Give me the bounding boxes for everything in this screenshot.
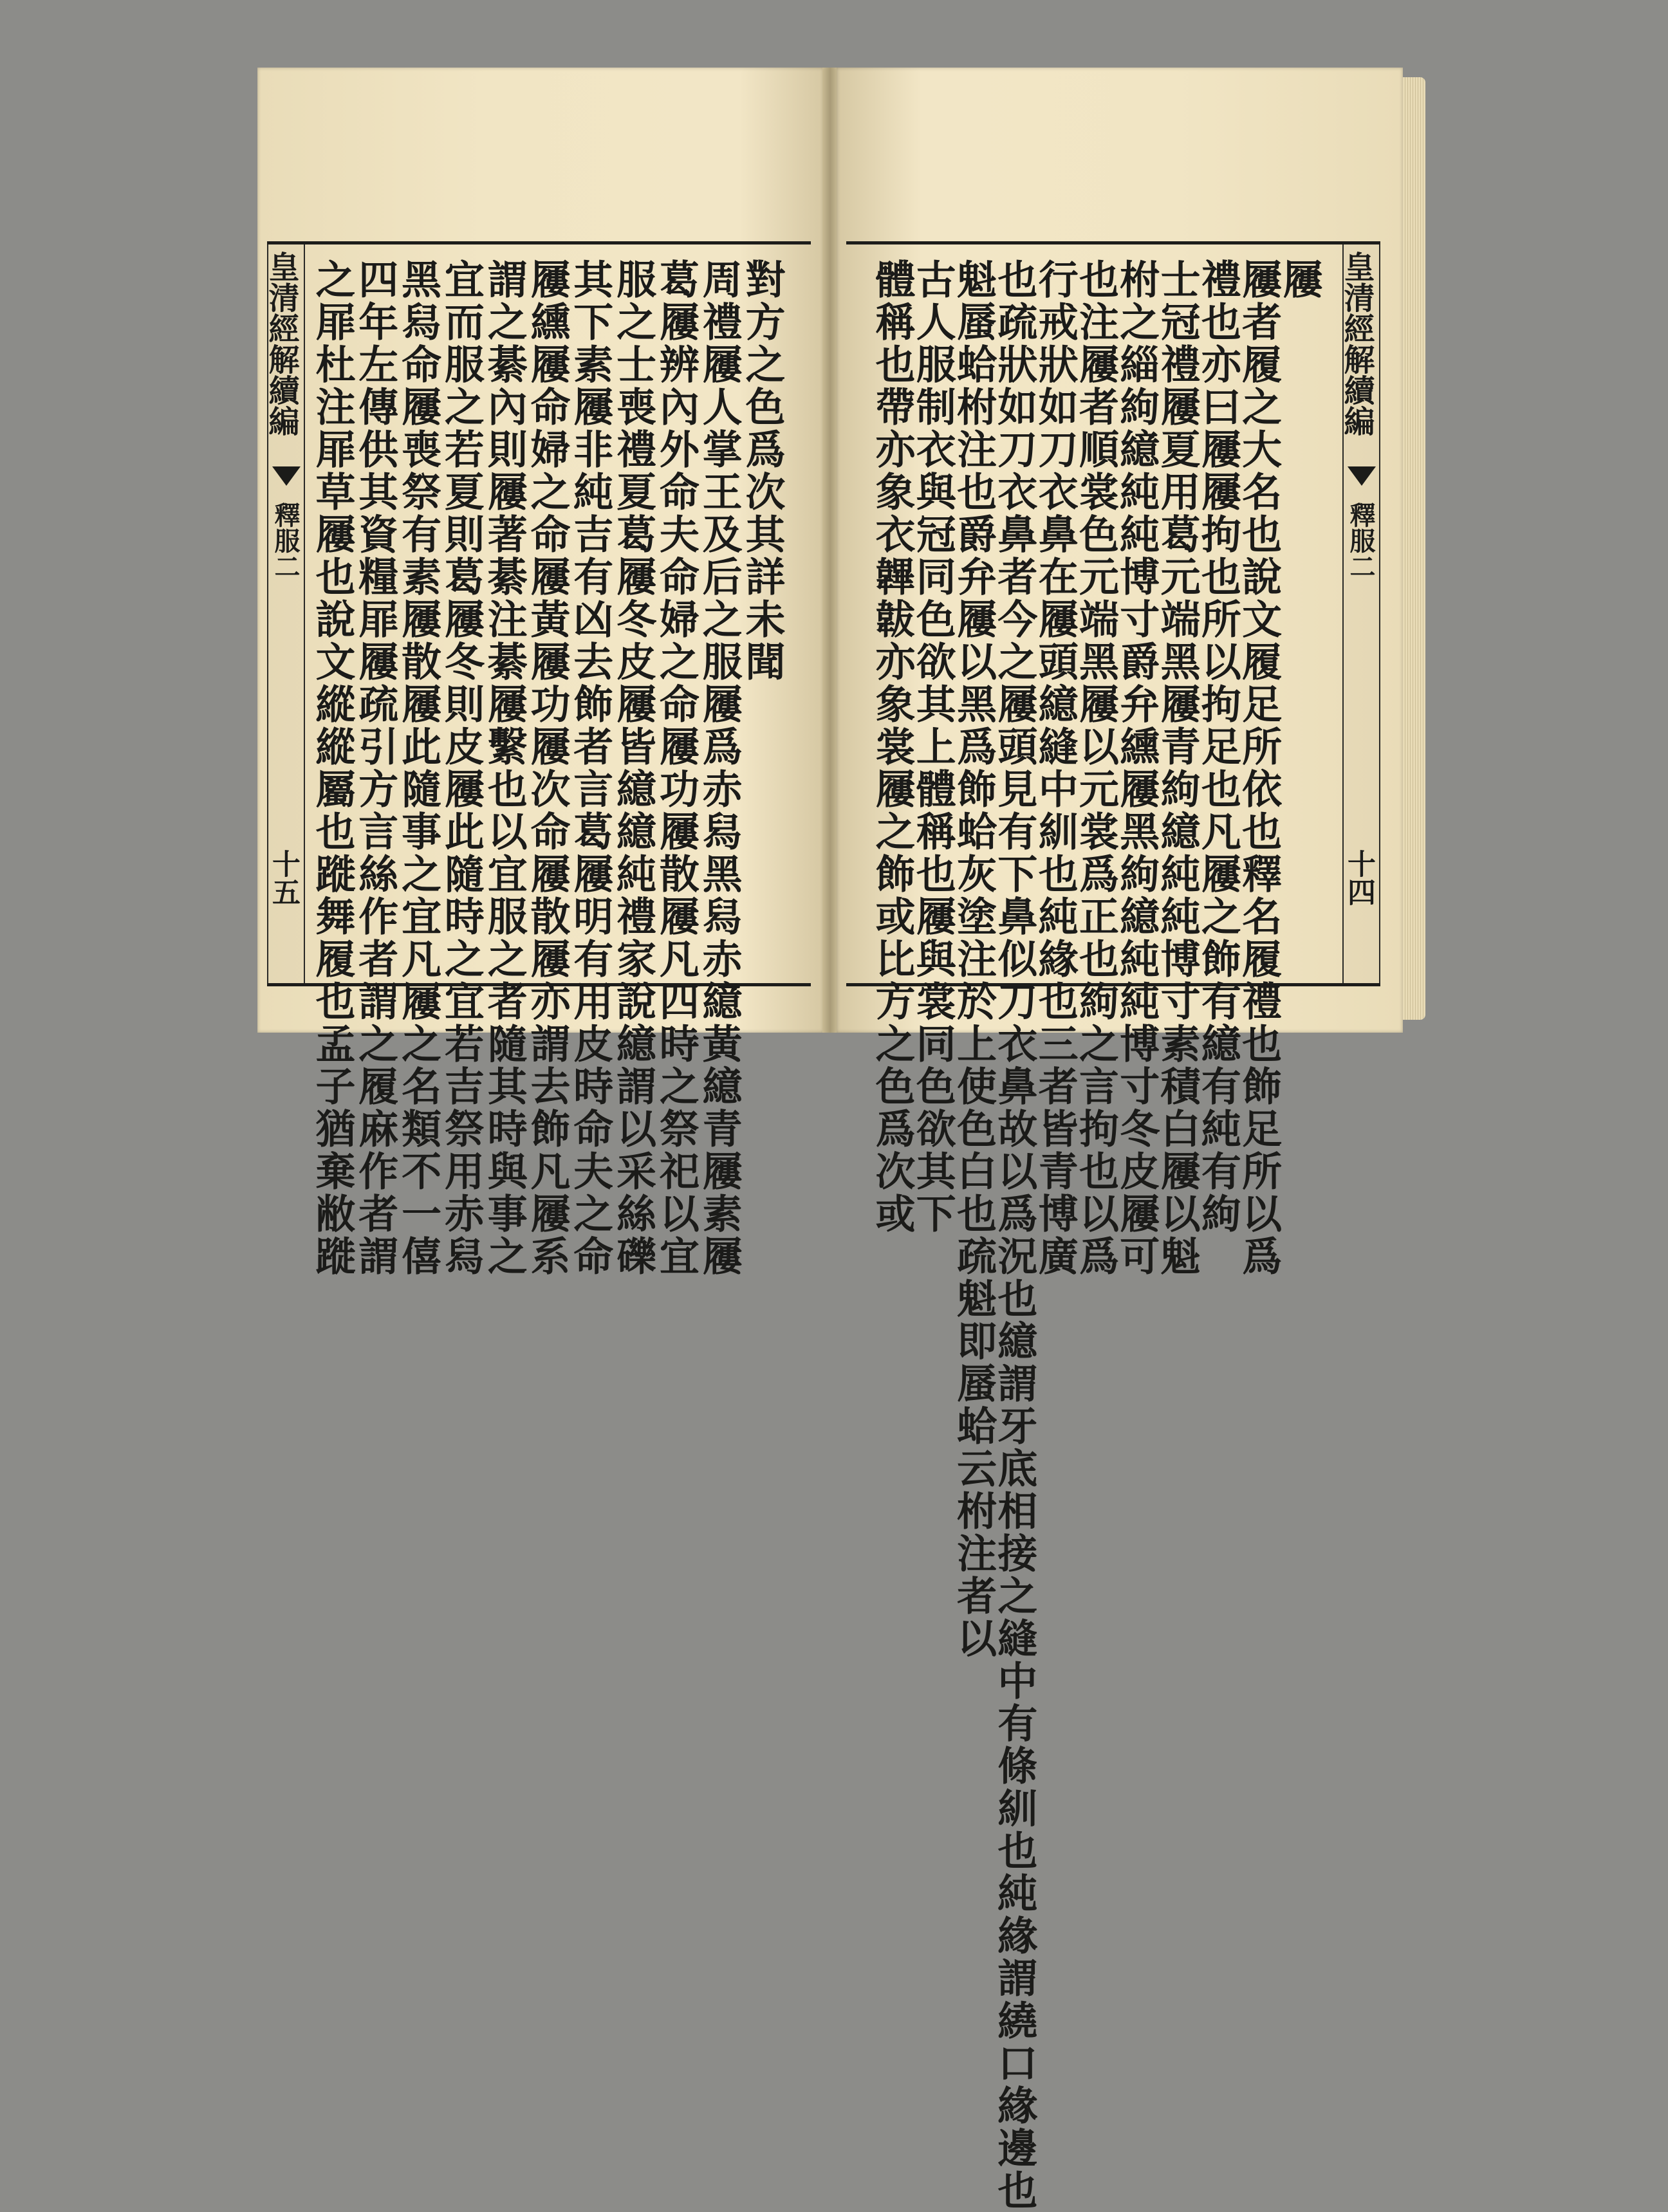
text-column: 柎之緇絇繶純純博寸爵弁纁屨黑絇繶純純博寸冬皮屨可 xyxy=(1113,259,1160,1278)
text-column: 禮也亦曰屨屨拘也所以拘足也凡屨之飾有繶有純有絇 xyxy=(1194,259,1242,1235)
right-text-block xyxy=(869,259,1323,2212)
text-column: 屨者履之大名也說文履足所依也釋名履禮也飾足所以爲 xyxy=(1235,259,1283,1278)
right-banxin xyxy=(1339,244,1380,983)
left-page xyxy=(257,68,824,1278)
text-column: 對方之色爲次其詳未聞 xyxy=(738,259,786,683)
book-gutter xyxy=(822,68,838,1033)
text-column: 謂之綦內則屨著綦注綦屨繫也以宜服之者隨其時與事之 xyxy=(481,259,528,1278)
right-page xyxy=(837,68,1403,2212)
text-column: 屨纁屨命婦之命屨黃屨功屨次命屨散屨亦謂去飾凡屨系 xyxy=(523,259,571,1278)
text-column: 宜而服之若夏則葛屨冬則皮屨此隨時之宜若吉祭用赤舄 xyxy=(438,259,485,1278)
left-page-frame xyxy=(263,241,811,1278)
text-column: 行戒狀如刀衣鼻在屨頭繶縫中紃也純緣也三者皆青博廣 xyxy=(1032,259,1079,1278)
text-column: 之屝杜注屝草屨也說文縱縱屬也蹝舞履也孟子猶棄敝蹝 xyxy=(309,259,356,1278)
text-column: 服之士喪禮夏葛屨冬皮屨皆繶繶純禮家說繶謂以采絲礫 xyxy=(609,259,657,1278)
left-text-block xyxy=(309,259,786,1278)
right-page-number: 十四 xyxy=(1342,849,1375,906)
text-column: 葛屨辨內外命夫命婦之命屨功屨散屨凡四時之祭祀以宜 xyxy=(653,259,700,1278)
open-book xyxy=(245,61,1429,2212)
text-column: 也注屨者順裳色元端黑屨以元裳爲正也絇之言拘也以爲 xyxy=(1072,259,1120,1278)
text-column: 體稱也帶亦象衣韠韍亦象裳屨之飾或比方之色爲次或 xyxy=(869,259,916,1235)
text-column: 士冠禮屨夏用葛元端黑屨青絇繶純純博寸素積白屨以魁 xyxy=(1154,259,1201,1278)
left-banxin-section: 釋服二 xyxy=(270,502,301,579)
right-page-frame xyxy=(846,241,1380,2212)
text-column: 黑舄命屨喪祭有素屨散屨此隨事之宜凡屨之名類不一僖 xyxy=(394,259,442,1278)
fishtail-mark xyxy=(272,466,301,486)
text-column: 魁蜃蛤柎注也爵弁屨以黑爲飾蛤灰塗注於上使色白也疏魁即蜃蛤云柎注者以 xyxy=(950,259,997,1660)
right-banxin-section: 釋服二 xyxy=(1346,502,1376,579)
text-column: 四年左傳供其資糧屝屨疏引方言絲作者謂之履麻作者謂 xyxy=(351,259,399,1278)
left-page-number: 十五 xyxy=(267,849,300,906)
right-banxin-title: 皇清經解續編 xyxy=(1339,251,1375,436)
text-column: 其下素屨非純吉有凶去飾者言葛屨明有用皮時命夫之命 xyxy=(566,259,614,1278)
text-column: 也疏狀如刀衣鼻者今之屨頭見有下鼻似刀衣鼻故以爲況也繶謂牙底相接之縫中有條紃也純緣謂繞口緣邊也 xyxy=(990,259,1038,2212)
text-column: 古人服制衣與冠同色欲其上體稱也屨與裳同色欲其下 xyxy=(909,259,957,1235)
left-banxin xyxy=(263,244,305,983)
page-edges xyxy=(1403,77,1425,1020)
left-banxin-title: 皇清經解續編 xyxy=(263,251,299,436)
text-column: 屨 xyxy=(1275,259,1323,301)
fishtail-mark xyxy=(1348,466,1376,486)
text-column: 周禮屨人掌王及后之服屨爲赤舄黑舄赤繶黃繶青屨素屨 xyxy=(696,259,743,1278)
